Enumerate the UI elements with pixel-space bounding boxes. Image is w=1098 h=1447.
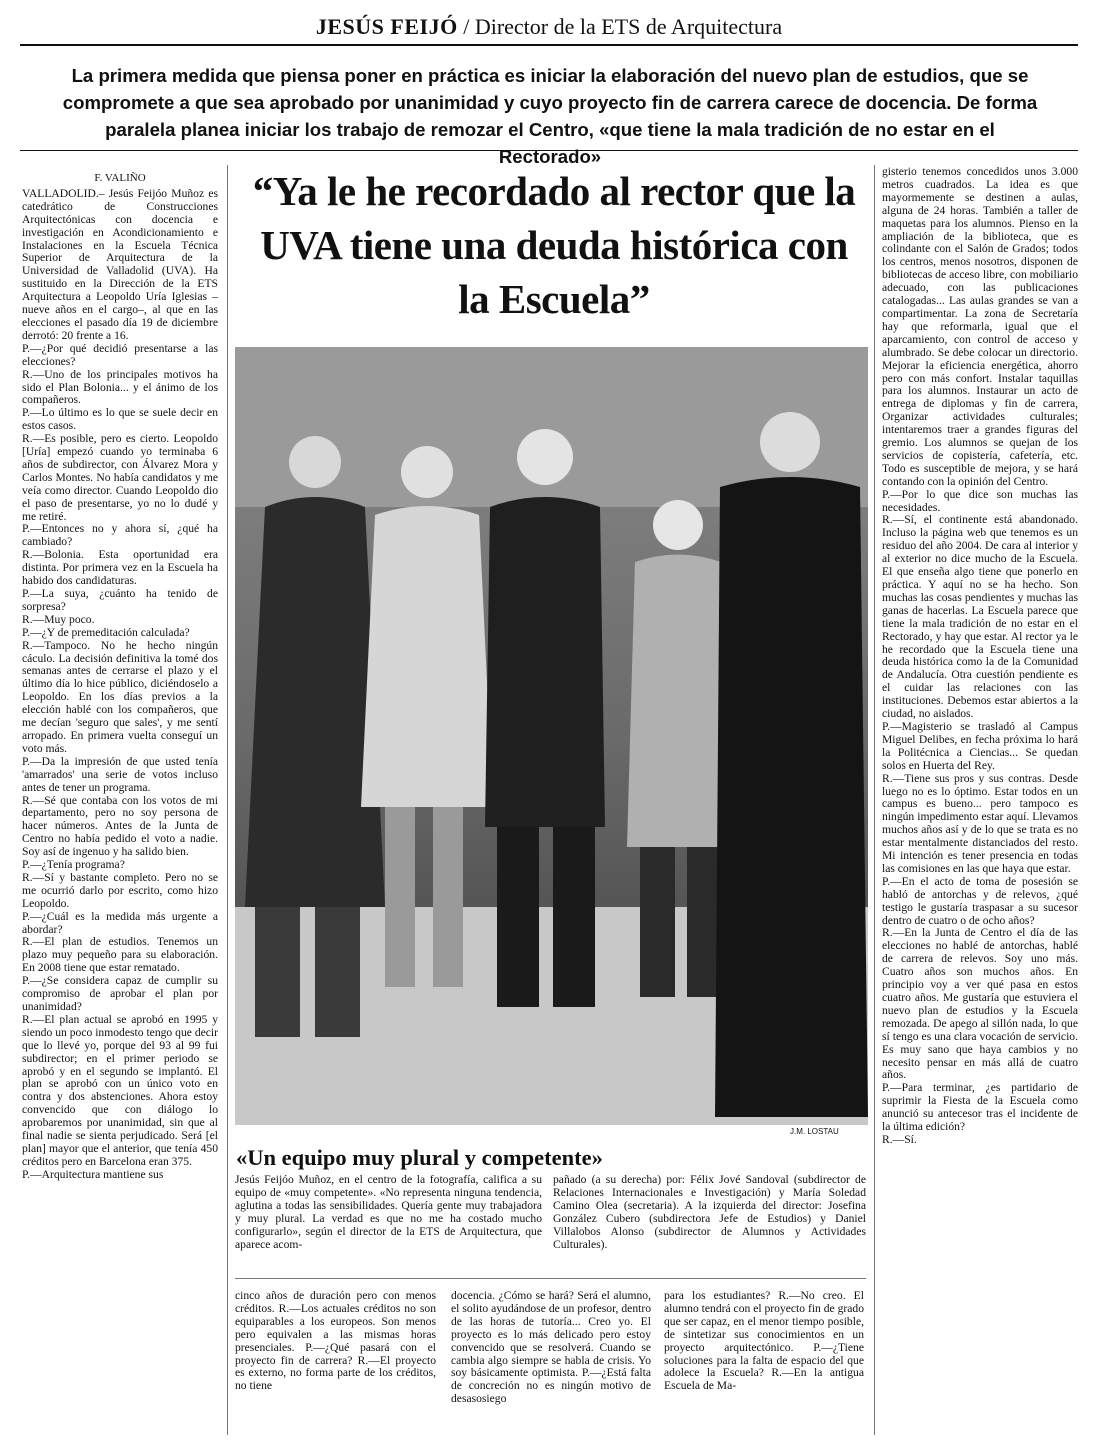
paragraph: R.—Sí, el continente está abandonado. Incluso la página web que tenemos es un residuo del año 2004. De cara al interior y al exterior no dice mucho de la Escuela. El que enseña algo tiene que ponerlo en práctica. Y aquí no se ha hecho. Son muchas las cosas pendientes y muchas las ganas de hacerlas. La Escuela parece que tiene la mala tradición de no estar en el Rectorado, y hay que estar. Al rector ya le he recordado que la Escuela tiene una deuda histórica como la de la Comunidad de Andalucía. Otra cuestión pendiente es el cuidar las relaciones con las instituciones. Debemos estar abiertos a la ciudad, no aislados. bbox=[882, 513, 1078, 721]
paragraph: P.—Por lo que dice son muchas las necesidades. bbox=[882, 487, 1078, 514]
paragraph: P.—¿Se considera capaz de cumplir su compromiso de aprobar el plan por unanimidad? bbox=[22, 974, 218, 1013]
paragraph: P.—Entonces no y ahora sí, ¿qué ha cambiado? bbox=[22, 522, 218, 549]
caption-rule bbox=[235, 1278, 866, 1279]
paragraph: docencia. ¿Cómo se hará? Será el alumno, el solito ayudándose de un profesor, dentro de las horas de tutoría... Creo yo. El proyecto es lo más delicado pero estoy convencido que se resolverá. Cuando se cambia algo siempre se habla de crisis. Yo soy básicamente optimista. P.—¿Está falta de concreción no es ningún motivo de desasosiego bbox=[451, 1289, 651, 1406]
paragraph: P.—Lo último es lo que se suele decir en estos casos. bbox=[22, 406, 218, 433]
paragraph: VALLADOLID.– Jesús Feijóo Muñoz es catedrático de Construcciones Arquitectónicas con docencia e investigación en Acondicionamiento e Instalaciones en la Escuela Técnica Superior de Arquitectura de la Universidad de Valladolid (UVA). Ha sustituido en la Dirección de la ETS Arquitectura a Leopoldo Uría Iglesias –nueve años en el cargo–, al que en las elecciones el pasado día 19 de diciembre derrotó: 20 frente a 16. bbox=[22, 186, 218, 342]
paragraph: R.—Muy poco. bbox=[22, 612, 95, 626]
paragraph: P.—La suya, ¿cuánto ha tenido de sorpresa? bbox=[22, 587, 218, 613]
paragraph: R.—El plan actual se aprobó en 1995 y siendo un poco inmodesto tengo que decir que lo llevé yo, porque del 93 al 99 fui subdirector; en el primer periodo se aprobó y en el segundo se implantó. El plan se aprobó con un único voto en contra y dos abstenciones. Ahora estoy convencido que con diálogo lo aprobaremos por unanimidad, sin que al final nadie se sienta perjudicado. Será [el plan] mayor que el anterior, que tenía 450 créditos pero en Barcelona eran 375. bbox=[22, 1012, 218, 1168]
column-divider bbox=[874, 165, 875, 1435]
paragraph: P.—¿Y de premeditación calculada? bbox=[22, 625, 190, 639]
right-column bbox=[882, 166, 1078, 1147]
paragraph: P.—Da la impresión de que usted tenía 'amarrados' una serie de votos incluso antes de tener un programa. bbox=[22, 754, 218, 794]
paragraph: R.—En la Junta de Centro el día de las elecciones no hablé de antorchas, hablé de carrera de relevos. Soy uno más. Cuatro años son muchos años. En principio voy a ver qué pasa en estos cuatro años. Me gustaría que estuviera el nuevo plan de estudios y la Escuela remozada. De apego al sillón nada, lo que sí tengo es una clara vocación de servicio. Es muy sano que haya cambios y no necesito pensar en más allá de cuatro años. bbox=[882, 926, 1078, 1082]
paragraph: P.—¿Cuál es la medida más urgente a abordar? bbox=[22, 909, 218, 936]
dek-rule bbox=[20, 150, 1078, 151]
team-photo-graphic bbox=[235, 347, 868, 1125]
paragraph: R.—El plan de estudios. Tenemos un plazo muy pequeño para su elaboración. En 2008 tiene que estar rematado. bbox=[22, 935, 218, 975]
paragraph: P.—Arquitectura mantiene sus bbox=[22, 1167, 164, 1181]
paragraph: R.—Sé que contaba con los votos de mi departamento, pero no soy persona de hacer números. Antes de la Junta de Centro no había pedido el voto a nadie. Soy así de ingenuo y ha salido bien. bbox=[22, 793, 218, 859]
paragraph: gisterio tenemos concedidos unos 3.000 metros cuadrados. La idea es que mayormemente se destinen a aulas, alguna de 24 horas. También a taller de maquetas para los alumnos. Pienso en la ampliación de la biblioteca, que es colindante con el Salón de Grados; todos los centros, menos nosotros, disponen de bibliotecas de acceso libre, con mobiliario adecuado, con las publicaciones catalogadas... Las aulas grandes se van a compartimentar. La zona de Secretaría hay que reformarla, igual que el aparcamiento, con control de acceso y alumbrado. Se debe colocar un directorio. Mejorar la eficiencia energética, ahorro pero con más confort. Instalar taquillas para los alumnos. Instaurar un acto de entrega de diplomas y fin de carrera, Organizar actividades culturales; intentaremos traer a grandes figuras del gremio. Los alumnos se quejan de los servicios de copistería, cafetería, etc. Todo es susceptible de mejora, y se hará contando con la opinión del Centro. bbox=[882, 165, 1078, 488]
box-subhead: «Un equipo muy plural y competente» bbox=[236, 1145, 603, 1170]
kicker-separator: / bbox=[463, 14, 470, 39]
paragraph: P.—Magisterio se trasladó al Campus Miguel Delibes, en fecha próxima lo hará la Politécnica a Ciencias... Se quedan solos en Huerta del Rey. bbox=[882, 719, 1078, 772]
caption-text: pañado (a su derecha) por: Félix Jové Sandoval (subdirector de Relaciones Internacionales e Investigación) y María Soledad Camino Olea (secretaria). A la izquierda del director: Josefina González Cubero (subdirectora Jefe de Estudios) y Daniel Villalobos Alonso (subdirector de Alumnos y Actividades Culturales). bbox=[553, 1173, 866, 1251]
paragraph: R.—Tampoco. No he hecho ningún cáculo. La decisión definitiva la tomé dos semanas antes de cerrarse el plazo y el último día lo hice público, diciéndoselo a Leopoldo. En los días previos a la elección hablé con los compañeros, que me decían 'seguro que sales', y me sentí arropado. En primera vuelta conseguí un voto más. bbox=[22, 638, 218, 755]
kicker-role: Director de la ETS de Arquitectura bbox=[474, 14, 783, 39]
caption-text: Jesús Feijóo Muñoz, en el centro de la fotografía, califica a su equipo de «muy competente». «No representa ninguna tendencia, aglutina a todas las sensibilidades. Quería gente muy trabajadora y muy plural. La verdad es que no me ha costado mucho configurarlo», según el director de la ETS de Arquitectura, que aparece acom- bbox=[235, 1173, 542, 1251]
headline: “Ya le he recordado al rector que la UVA tiene una deuda histórica con la Escuela” bbox=[252, 168, 856, 322]
left-column bbox=[22, 172, 218, 1182]
paragraph: P.—¿Tenía programa? bbox=[22, 858, 125, 872]
paragraph: R.—Tiene sus pros y sus contras. Desde luego no es lo óptimo. Estar todos en un campus es bueno... pero tampoco es ningún impedimento estar aquí. Llevamos muchos años así y de lo que se trata es no estar mentalmente distanciados del resto. Mi intención es tener presencia en todas las comisiones en las que haya que estar. bbox=[882, 771, 1078, 875]
team-photo bbox=[235, 347, 868, 1125]
paragraph: R.—Sí y bastante completo. Pero no se me ocurrió darlo por escrito, como hizo Leopoldo. bbox=[22, 870, 218, 910]
paragraph: cinco años de duración pero con menos créditos. R.—Los actuales créditos no son equiparables a los europeos. Son menos pero equivalen a las mismas horas presenciales. P.—¿Qué pasará con el proyecto fin de carrera? R.—El proyecto es externo, no forma parte de los créditos, no tiene bbox=[235, 1289, 436, 1393]
paragraph: R.—Uno de los principales motivos ha sido el Plan Bolonia... y el ánimo de los compañeros. bbox=[22, 367, 218, 407]
paragraph: R.—Sí. bbox=[882, 1132, 917, 1146]
kicker-name: JESÚS FEIJÓ bbox=[315, 14, 458, 39]
paragraph: P.—¿Por qué decidió presentarse a las elecciones? bbox=[22, 341, 218, 368]
byline: F. VALIÑO bbox=[94, 172, 146, 184]
paragraph: para los estudiantes? R.—No creo. El alumno tendrá con el proyecto fin de grado que ser capaz, en el menor tiempo posible, de sintetizar sus conocimientos en un proyecto arquitectónico. P.—¿Tiene soluciones para la falta de espacio del que adolece la Escuela? R.—En la antigua Escuela de Ma- bbox=[664, 1289, 864, 1393]
bottom-column-2 bbox=[451, 1290, 651, 1406]
article-dek: La primera medida que piensa poner en práctica es iniciar la elaboración del nuevo plan de estudios, que se compromete a que sea aprobado por unanimidad y cuyo proyecto fin de carrera carece de docencia. De forma paralela planea iniciar los trabajo de remozar el Centro, «que tiene la mala tradición de no estar en el Rectorado» bbox=[62, 65, 1038, 167]
column-divider bbox=[227, 165, 228, 1435]
bottom-column-3 bbox=[664, 1290, 864, 1393]
photo-credit: J.M. LOSTAU bbox=[790, 1127, 839, 1136]
paragraph: R.—Bolonia. Esta oportunidad era distinta. Por primera vez en la Escuela ha habido dos candidaturas. bbox=[22, 548, 218, 588]
caption-column-2 bbox=[553, 1174, 866, 1251]
caption-column-1 bbox=[235, 1174, 542, 1251]
paragraph: P.—Para terminar, ¿es partidario de suprimir la Fiesta de la Escuela como anunció su antecesor tras el incidente de la última edición? bbox=[882, 1081, 1078, 1134]
top-rule bbox=[20, 44, 1078, 46]
paragraph: P.—En el acto de toma de posesión se habló de antorchas y de relevos, ¿qué testigo le gustaría traspasar a su sucesor dentro de cuatro o de ocho años? bbox=[882, 874, 1078, 927]
paragraph: R.—Es posible, pero es cierto. Leopoldo [Uría] empezó cuando yo terminaba 6 años de subdirector, con Álvarez Mora y Carlos Montes. No había candidatos y me veía como director. Cuando Leopoldo dio el paso de presentarse, yo no lo dudé y me retiré. bbox=[22, 432, 218, 523]
section-kicker bbox=[0, 14, 1098, 40]
bottom-column-1 bbox=[235, 1290, 436, 1393]
